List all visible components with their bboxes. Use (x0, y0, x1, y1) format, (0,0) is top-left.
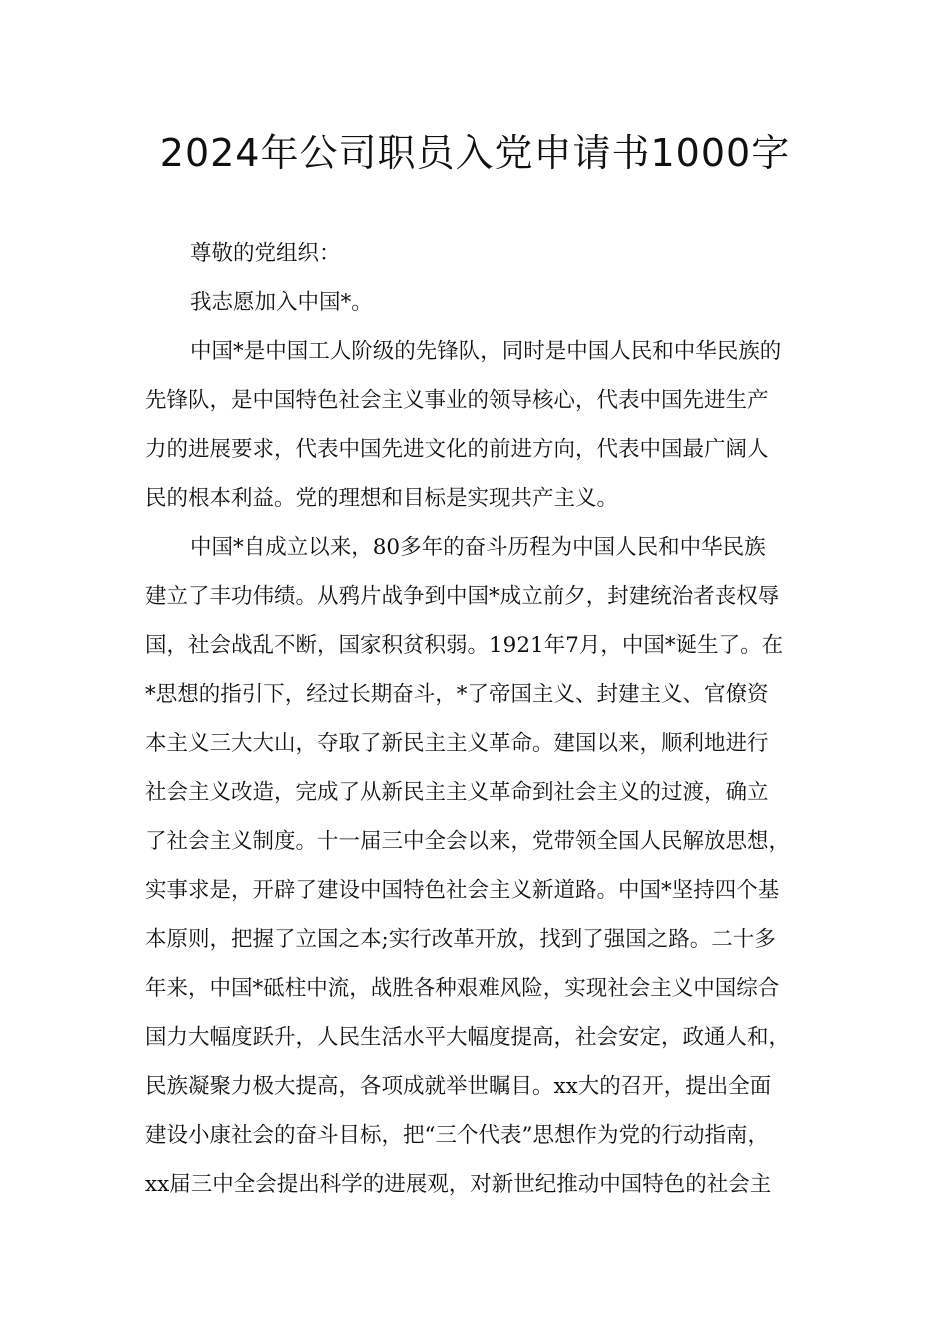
body-line: 年来，中国*砥柱中流，战胜各种艰难风险，实现社会主义中国综合 (145, 976, 780, 1001)
body-line: 民族凝聚力极大提高，各项成就举世瞩目。xx大的召开，提出全面 (145, 1074, 772, 1099)
body-line: 本主义三大大山，夺取了新民主主义革命。建国以来，顺利地进行 (145, 731, 769, 756)
body-line: 了社会主义制度。十一届三中全会以来，党带领全国人民解放思想， (145, 829, 791, 854)
body-line: 我志愿加入中国*。 (190, 290, 373, 315)
body-line: *思想的指引下，经过长期奋斗，*了帝国主义、封建主义、官僚资 (145, 682, 769, 707)
document-title: 2024年公司职员入党申请书1000字 (159, 131, 791, 175)
body-line: 力的进展要求，代表中国先进文化的前进方向，代表中国最广阔人 (145, 437, 769, 462)
body-line: 国力大幅度跃升，人民生活水平大幅度提高，社会安定，政通人和， (145, 1025, 791, 1050)
body-line: 建设小康社会的奋斗目标，把“三个代表”思想作为党的行动指南， (145, 1123, 769, 1148)
body-line: 实事求是，开辟了建设中国特色社会主义新道路。中国*坚持四个基 (145, 878, 780, 903)
body-line: 民的根本利益。党的理想和目标是实现共产主义。 (145, 486, 619, 511)
body-line: 中国*自成立以来，80多年的奋斗历程为中国人民和中华民族 (190, 535, 766, 560)
body-line: 建立了丰功伟绩。从鸦片战争到中国*成立前夕，封建统治者丧权辱 (145, 584, 780, 609)
body-line: 中国*是中国工人阶级的先锋队，同时是中国人民和中华民族的 (190, 339, 782, 364)
body-line: 本原则，把握了立国之本;实行改革开放，找到了强国之路。二十多 (145, 927, 776, 952)
document-body (145, 229, 815, 1209)
body-line: xx届三中全会提出科学的进展观，对新世纪推动中国特色的社会主 (145, 1172, 772, 1197)
body-line: 社会主义改造，完成了从新民主主义革命到社会主义的过渡，确立 (145, 780, 769, 805)
body-line: 尊敬的党组织： (190, 241, 341, 266)
body-line: 先锋队，是中国特色社会主义事业的领导核心，代表中国先进生产 (145, 388, 769, 413)
body-line: 国，社会战乱不断，国家积贫积弱。1921年7月，中国*诞生了。在 (145, 633, 784, 658)
